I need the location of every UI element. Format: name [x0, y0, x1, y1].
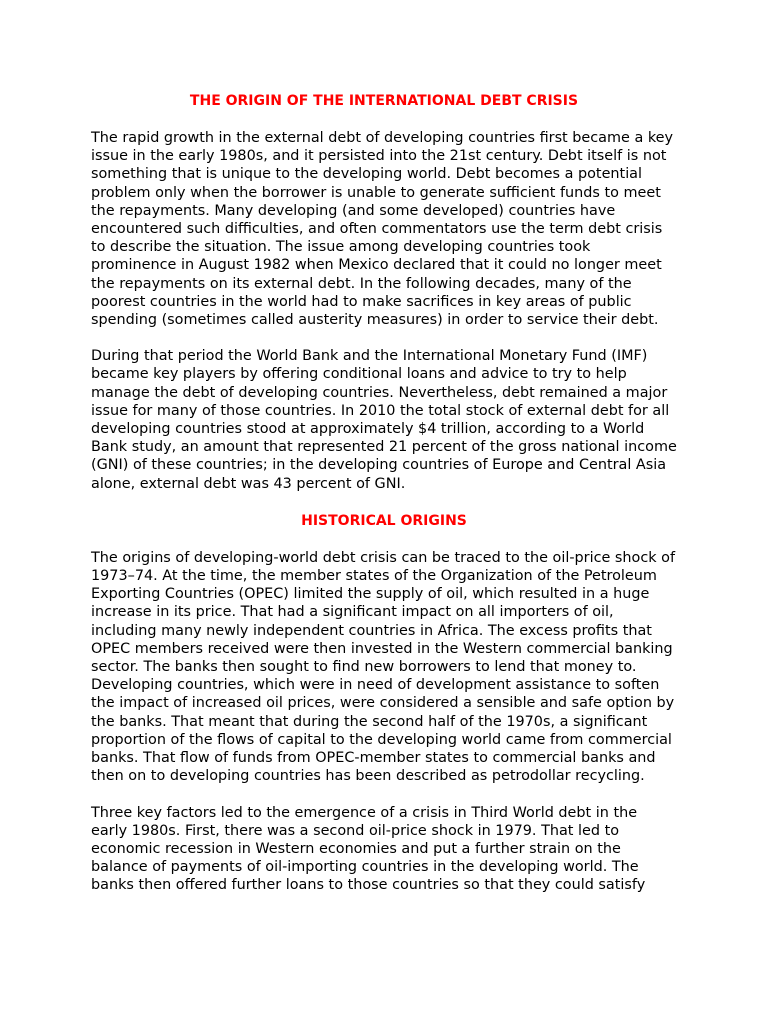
section-heading: HISTORICAL ORIGINS	[301, 512, 467, 529]
document-page	[91, 92, 677, 895]
intro-section	[91, 129, 677, 493]
body-paragraph: Three key factors led to the emergence of a crisis in Third World debt in the early 1980s. First, there was a second oil-price shock in 1979. That led to economic recession in Western economies and put a further strain on the balance of payments of oil-importing countries in the developing world. The banks then offered further loans to those countries so that they could satisfy	[91, 804, 646, 894]
body-paragraph: The rapid growth in the external debt of developing countries first became a key issue in the early 1980s, and it persisted into the 21st century. Debt itself is not something that is unique to the developing world. Debt becomes a potential problem only when the borrower is unable to generate sufficient funds to meet the repayments. Many developing (and some developed) countries have encountered such difficulties, and often commentators use the term debt crisis to describe the situation. The issue among developing countries took prominence in August 1982 when Mexico declared that it could no longer meet the repayments on its external debt. In the following decades, many of the poorest countries in the world had to make sacrifices in key areas of public spending (sometimes called austerity measures) in order to service their debt.	[91, 130, 674, 329]
body-paragraph: During that period the World Bank and the International Monetary Fund (IMF) became key players by offering conditional loans and advice to try to help manage the debt of developing countries. Nevertheless, debt remained a major issue for many of those countries. In 2010 the total stock of external debt for all developing countries stood at approximately $4 trillion, according to a World Bank study, an amount that represented 21 percent of the gross national income (GNI) of these countries; in the developing countries of Europe and Central Asia alone, external debt was 43 percent of GNI.	[91, 348, 677, 492]
historical-origins-section	[91, 549, 677, 895]
body-paragraph: The origins of developing-world debt crisis can be traced to the oil-price shock of 1973–74. At the time, the member states of the Organization of the Petroleum Exporting Countries (OPEC) limited the supply of oil, which resulted in a huge increase in its price. That had a significant impact on all importers of oil, including many newly independent countries in Africa. The excess profits that OPEC members received were then invested in the Western commercial banking sector. The banks then sought to find new borrowers to lend that money to. Developing countries, which were in need of development assistance to soften the impact of increased oil prices, were considered a sensible and safe option by the banks. That meant that during the second half of the 1970s, a significant proportion of the flows of capital to the developing world came from commercial banks. That flow of funds from OPEC-member states to commercial banks and then on to developing countries has been described as petrodollar recycling.	[91, 549, 676, 785]
document-title: THE ORIGIN OF THE INTERNATIONAL DEBT CRISIS	[189, 93, 579, 109]
